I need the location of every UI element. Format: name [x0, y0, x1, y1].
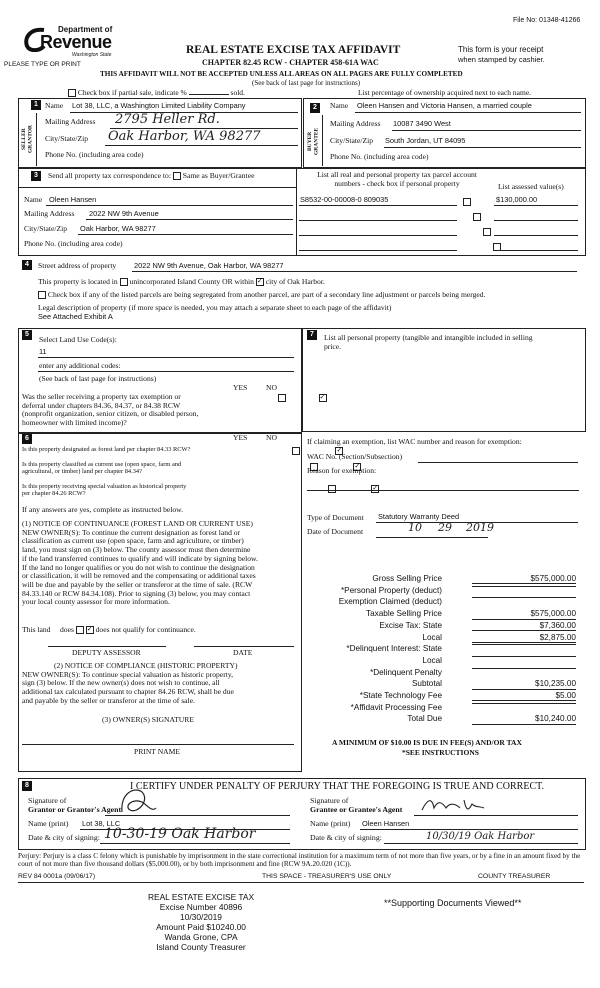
assessed-value-header: List assessed value(s) — [498, 182, 564, 191]
seller-mail-label: Mailing Address — [45, 117, 96, 126]
calc-value[interactable]: $575,000.00 — [472, 574, 576, 584]
calc-row — [302, 574, 584, 586]
street-label: Street address of property — [38, 261, 117, 270]
calc-value[interactable]: $10,240.00 — [472, 714, 576, 724]
calc-row — [302, 714, 584, 726]
section-7-badge: 7 — [307, 330, 317, 340]
calc-row — [302, 586, 584, 598]
reason-label: Reason for exemption: — [307, 466, 377, 475]
calc-label: Excise Tax: State — [379, 620, 442, 630]
notice-compliance: (2) NOTICE OF COMPLIANCE (HISTORIC PROPERTY) NEW OWNER(S): To continue special valuation as historic property, sign (3) below. If the new owner(s) does not wish to continue, all additional tax calculated pursuant to chapter 84.26 RCW, shall be due and payable by the seller or transferor at the time of sale. — [22, 661, 238, 705]
sec5-yes-checkbox[interactable] — [278, 394, 286, 402]
sec6-yes-header: YES — [233, 433, 248, 442]
calc-label: *Delinquent Interest: State — [346, 644, 442, 654]
calc-value[interactable] — [472, 644, 576, 645]
continuance-row: This land does ✓ does not qualify for continuance. — [22, 626, 196, 635]
calc-row — [302, 679, 584, 691]
seller-phone-label: Phone No. (including area code) — [45, 150, 144, 159]
calc-label: Taxable Selling Price — [365, 609, 442, 619]
calc-value[interactable]: $575,000.00 — [472, 609, 576, 619]
perjury-notice: Perjury: Perjury is a class C felony which is punishable by imprisonment in the state correctional institution for a maximum term of not more than five years, or by a fine in an amount fixed by the court of not more than five thousand dollars ($5,000.00), or by both imprisonment and fine (RCW 9A.20.020 (1C)). — [18, 852, 581, 869]
buyer-phone-label: Phone No. (including area code) — [330, 152, 429, 161]
calc-value[interactable]: $2,875.00 — [472, 633, 576, 643]
calc-row — [302, 633, 584, 645]
land-use-code[interactable]: 11 — [39, 347, 47, 356]
does-not-qualify-checkbox[interactable] — [86, 626, 94, 634]
assessed-value[interactable]: $130,000.00 — [496, 195, 538, 204]
wac-number-label: WAC No. (Section/Subsection) — [307, 452, 403, 461]
grantee-date-label: Date & city of signing: — [310, 833, 382, 842]
ownership-note: List percentage of ownership acquired next to each name. — [358, 88, 532, 97]
grantor-date-value[interactable]: 10-30-19 Oak Harbor — [104, 826, 256, 842]
county-treasurer-label: COUNTY TREASURER — [478, 873, 551, 880]
grantor-signature[interactable] — [112, 784, 162, 818]
revision-code: REV 84 0001a (09/06/17) — [18, 873, 96, 880]
calc-label: *Personal Property (deduct) — [340, 585, 442, 595]
calc-label: Local — [422, 655, 442, 665]
tax-name-value[interactable]: Oleen Hansen — [49, 195, 97, 204]
grantee-signature[interactable] — [418, 796, 488, 816]
grantee-date-value[interactable]: 10/30/19 Oak Harbor — [426, 831, 535, 842]
form-subtitle: CHAPTER 82.45 RCW - CHAPTER 458-61A WAC — [202, 58, 379, 67]
date-label: DATE — [233, 648, 253, 657]
buyer-name-value[interactable]: Oleen Hansen and Victoria Hansen, a married couple — [357, 101, 532, 110]
supporting-docs-note: **Supporting Documents Viewed** — [384, 898, 522, 908]
calc-label: Total Due — [407, 714, 442, 724]
calc-label: Gross Selling Price — [372, 574, 442, 583]
calc-value[interactable] — [472, 586, 576, 587]
section-6-badge: 6 — [22, 434, 32, 444]
see-back-note: (See back of last page for instructions) — [39, 374, 157, 383]
street-value[interactable]: 2022 NW 9th Avenue, Oak Harbor, WA 98277 — [134, 261, 284, 270]
legal-description-value[interactable]: See Attached Exhibit A — [38, 312, 113, 321]
tax-corr-heading: Send all property tax correspondence to: Same as Buyer/Grantee — [48, 171, 255, 180]
segregated-checkbox[interactable] — [38, 291, 46, 299]
tax-city-label: City/State/Zip — [24, 224, 68, 233]
buyer-city-value[interactable]: South Jordan, UT 84095 — [385, 136, 466, 145]
calc-value[interactable]: $7,360.00 — [472, 621, 576, 631]
doc-date-day[interactable]: 29 — [438, 521, 452, 534]
sec5-question: Was the seller receiving a property tax exemption or deferral under chapters 84.36, 84.37, or 84.38 RCW (nonprofit organization, senior citizen, or disabled person, homeowner with limited income)? — [22, 392, 199, 428]
grantor-name-label: Name (print) — [28, 819, 69, 828]
buyer-name-label: Name — [330, 101, 349, 110]
legal-description-label: Legal description of property (if more space is needed, you may attach a separate sheet to each page of the affidavit) — [38, 303, 392, 312]
calc-label: *Delinquent Penalty — [370, 667, 442, 677]
treasurer-use-label: THIS SPACE - TREASURER'S USE ONLY — [262, 873, 392, 880]
calc-value[interactable]: $10,235.00 — [472, 679, 576, 689]
forest-question: Is this property designated as forest land per chapter 84.33 RCW? — [22, 446, 191, 453]
buyer-side-label: BUYER GRANTEE — [307, 127, 320, 155]
calc-row — [302, 656, 584, 668]
calc-value[interactable]: $5.00 — [472, 691, 576, 701]
form-title: REAL ESTATE EXCISE TAX AFFIDAVIT — [186, 44, 401, 56]
buyer-mail-label: Mailing Address — [330, 119, 381, 128]
buyer-mail-value[interactable]: 10087 3490 West — [393, 119, 451, 128]
calc-row — [302, 703, 584, 715]
calc-value[interactable] — [472, 668, 576, 669]
additional-codes-label: enter any additional codes: — [39, 361, 121, 370]
personal-property-checkbox-3[interactable] — [483, 228, 491, 236]
seller-name-label: Name — [45, 101, 64, 110]
owner-signature-label: (3) OWNER(S) SIGNATURE — [102, 715, 194, 724]
doc-type-label: Type of Document — [307, 513, 364, 522]
historic-question: Is this property receiving special valuation as historical property per chapter 84.26 RCW? — [22, 483, 187, 498]
receipt-note-2: when stamped by cashier. — [458, 55, 545, 64]
see-instructions-note: *SEE INSTRUCTIONS — [402, 748, 479, 757]
calc-row — [302, 621, 584, 633]
warning-text: THIS AFFIDAVIT WILL NOT BE ACCEPTED UNLESS ALL AREAS ON ALL PAGES ARE FULLY COMPLETED — [100, 70, 463, 78]
tax-mail-label: Mailing Address — [24, 209, 75, 218]
seller-name-value[interactable]: Lot 38, LLC, a Washington Limited Liability Company — [72, 101, 246, 110]
section-8-badge: 8 — [22, 781, 32, 791]
calc-label: Subtotal — [411, 679, 442, 689]
file-number: File No: 01348-41266 — [513, 17, 581, 24]
calc-row — [302, 597, 584, 609]
dor-logo — [20, 18, 130, 60]
seller-side-label: SELLER GRANTOR — [21, 125, 34, 154]
doc-date-year[interactable]: 2019 — [466, 521, 494, 534]
personal-property-label: List all personal property (tangible and intangible included in selling price. — [324, 333, 533, 351]
calc-value[interactable] — [472, 597, 576, 598]
logo-state: Washington State — [72, 52, 112, 58]
seller-mail-value[interactable]: 2795 Heller Rd. — [115, 112, 220, 127]
logo-department: Department of — [58, 25, 113, 34]
parcel-number[interactable]: S8532-00-00008-0 809035 — [300, 195, 389, 204]
deputy-assessor-label: DEPUTY ASSESSOR — [72, 648, 141, 657]
grantee-sig-label: Signature of Grantee or Grantee's Agent — [310, 796, 403, 814]
forest-yes-checkbox[interactable] — [292, 447, 300, 455]
calc-row — [302, 644, 584, 656]
doc-date-month[interactable]: 10 — [408, 521, 422, 534]
calc-row — [302, 668, 584, 680]
section-4-badge: 4 — [22, 260, 32, 270]
grantor-sig-label: Signature of Grantor or Grantor's Agent — [28, 796, 122, 814]
section-3-badge: 3 — [31, 171, 41, 181]
tax-phone-label: Phone No. (including area code) — [24, 239, 123, 248]
personal-property-checkbox-2[interactable] — [473, 213, 481, 221]
city-checkbox[interactable] — [256, 278, 264, 286]
tax-city-value[interactable]: Oak Harbor, WA 98277 — [80, 224, 156, 233]
unincorporated-checkbox[interactable] — [120, 278, 128, 286]
tax-calculation — [302, 574, 584, 726]
section-1-badge: 1 — [31, 100, 41, 110]
calc-row — [302, 609, 584, 621]
exemption-label: If claiming an exemption, list WAC number and reason for exemption: — [307, 437, 522, 446]
treasurer-stamp: REAL ESTATE EXCISE TAX Excise Number 40896 10/30/2019 Amount Paid $10240.00 Wanda Grone, CPA Island County Treasurer — [147, 892, 255, 953]
sec6-no-header: NO — [266, 433, 277, 442]
seller-city-label: City/State/Zip — [45, 134, 89, 143]
calc-label: Exemption Claimed (deduct) — [338, 597, 442, 607]
doc-type-value[interactable]: Statutory Warranty Deed — [378, 512, 460, 521]
print-name-label: PRINT NAME — [134, 747, 181, 756]
calc-row — [302, 691, 584, 703]
same-as-buyer-checkbox[interactable] — [173, 172, 181, 180]
logo-revenue: Revenue — [40, 32, 112, 52]
partial-sale-row: Check box if partial sale, indicate % sold. — [68, 89, 245, 98]
tax-name-label: Name — [24, 195, 43, 204]
seller-city-value[interactable]: Oak Harbor, WA 98277 — [108, 129, 261, 144]
parcel-header: List all real and personal property tax parcel account numbers - check box if personal property — [317, 170, 477, 188]
notice-continuance: (1) NOTICE OF CONTINUANCE (FOREST LAND OR CURRENT USE) NEW OWNER(S): To continue the current designation as forest land or classification as current use (open space, farm and agriculture, or timber) land, you must sign on (3) below. The county assessor must then determine if the land transferred continues to qualify and will indicate by signing below. If the land no longer qualifies or you do not wish to continue the designation or classification, it will be removed and the compensating or additional taxes will be due and payable by the seller or transferor at the time of sale. (RCW 84.33.140 or RCW 84.34.108). Prior to signing (3) below, you may contact your local county assessor for more information. — [22, 519, 258, 607]
minimum-due-note: A MINIMUM OF $10.00 IS DUE IN FEE(S) AND/OR TAX — [332, 738, 522, 747]
grantee-name-label: Name (print) — [310, 819, 351, 828]
grantor-date-label: Date & city of signing: — [28, 833, 100, 842]
buyer-city-label: City/State/Zip — [330, 136, 374, 145]
calc-value[interactable] — [472, 703, 576, 704]
grantee-name-value[interactable]: Oleen Hansen — [362, 819, 410, 828]
current-use-question: Is this property classified as current use (open space, farm and agricultural, or timber) land per chapter 84.34? — [22, 461, 182, 476]
sec5-yes-header: YES — [233, 383, 248, 392]
if-yes-note: If any answers are yes, complete as instructed below. — [22, 505, 184, 514]
certify-statement: I CERTIFY UNDER PENALTY OF PERJURY THAT THE FOREGOING IS TRUE AND CORRECT. — [130, 781, 544, 792]
tax-mail-value[interactable]: 2022 NW 9th Avenue — [89, 209, 159, 218]
does-qualify-checkbox[interactable] — [76, 626, 84, 634]
grantor-name-value[interactable]: Lot 38, LLC — [82, 819, 121, 828]
doc-date-label: Date of Document — [307, 527, 364, 536]
land-use-label: Select Land Use Code(s): — [39, 335, 117, 344]
receipt-note-1: This form is your receipt — [458, 45, 544, 54]
calc-value[interactable] — [472, 656, 576, 657]
print-note: PLEASE TYPE OR PRINT — [4, 61, 81, 68]
calc-label: *State Technology Fee — [359, 691, 442, 700]
section-2-badge: 2 — [310, 103, 320, 113]
instructions-note: (See back of last page for instructions) — [252, 79, 361, 87]
sec5-no-header: NO — [266, 383, 277, 392]
calc-label: Local — [422, 632, 442, 642]
segregated-row: Check box if any of the listed parcels are being segregated from another parcel, are part of a secondary line adjustment or parcels being merged. — [38, 291, 486, 300]
personal-property-checkbox-1[interactable] — [463, 198, 471, 206]
located-row: This property is located in unincorporated Island County OR within ✓ city of Oak Harbor. — [38, 278, 325, 287]
partial-sale-checkbox[interactable] — [68, 89, 76, 97]
calc-label: *Affidavit Processing Fee — [350, 702, 442, 712]
section-5-badge: 5 — [22, 330, 32, 340]
